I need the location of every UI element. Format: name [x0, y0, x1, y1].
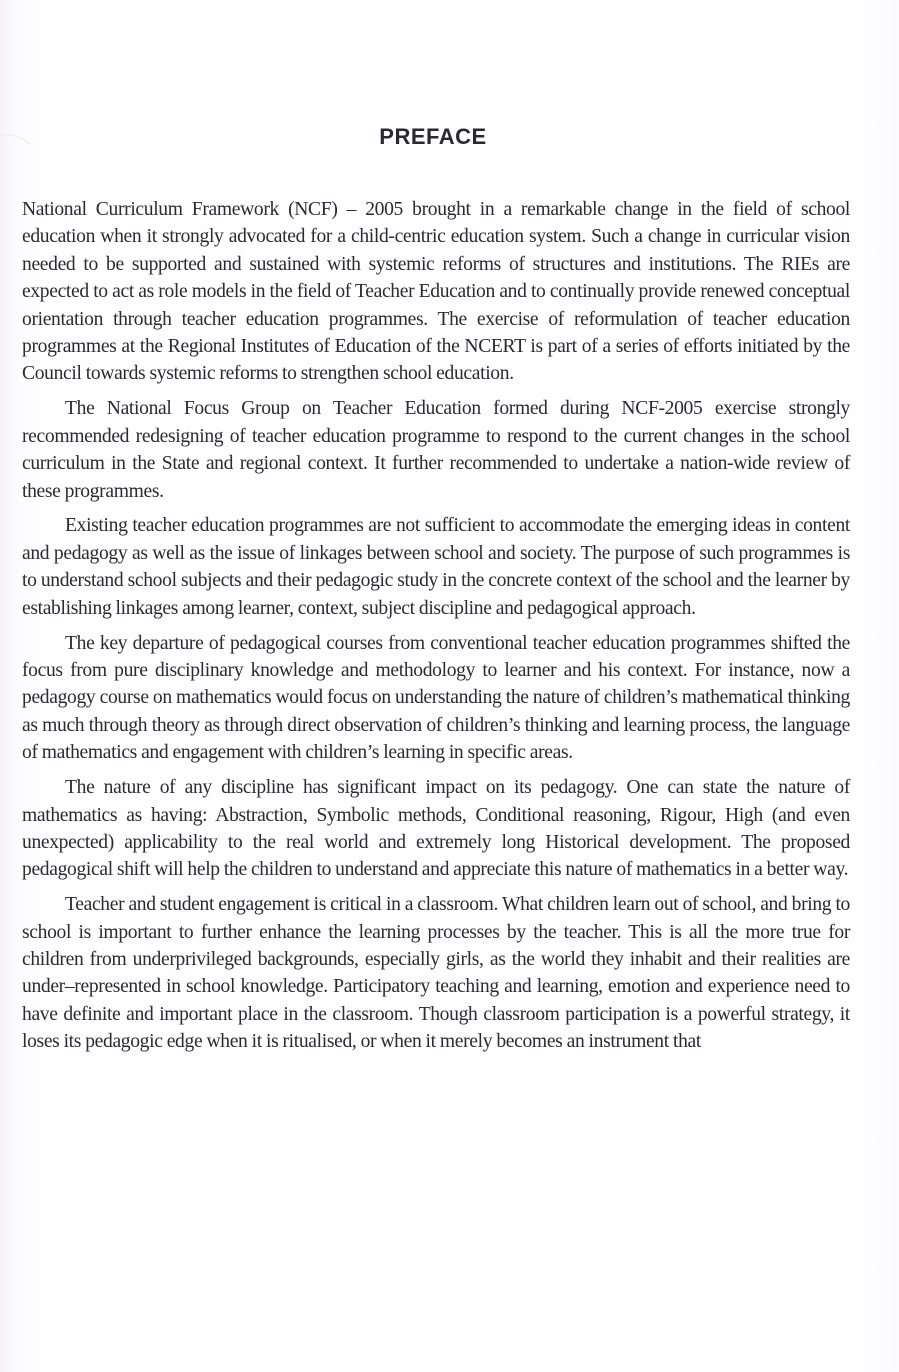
paragraph-3: Existing teacher education programmes are not sufficient to accommodate the emerging ideas in content and pedagogy as well as the issue of linkages between school and society. The purpose of such programmes is to understand school subjects and their pedagogic study in the concrete context of the school and the learner by establishing linkages among learner, context, subject discipline and pedagogical approach.	[22, 515, 850, 619]
paragraph-5: The nature of any discipline has significant impact on its pedagogy. One can state the nature of mathematics as having: Abstraction, Symbolic methods, Conditional reasoning, Rigour, High (and even unexpected) applicability to the real world and extremely long Historical development. The proposed pedagogical shift will help the children to understand and appreciate this nature of mathematics in a better way.	[22, 777, 850, 881]
paragraph-6: Teacher and student engagement is critical in a classroom. What children learn out of school, and bring to school is important to further enhance the learning processes by the teacher. This is all the more true for children from underprivileged backgrounds, especially girls, as the world they inhabit and their realities are under–represented in school knowledge. Participatory teaching and learning, emotion and experience need to have definite and important place in the classroom. Though classroom participation is a powerful strategy, it loses its pedagogic edge when it is ritualised, or when it merely becomes an instrument that	[22, 894, 850, 1053]
paragraph-4: The key departure of pedagogical courses from conventional teacher education programmes shifted the focus from pure disciplinary knowledge and methodology to learner and his context. For instance, now a pedagogy course on mathematics would focus on understanding the nature of children’s mathematical thinking as much through theory as through direct observation of children’s thinking and learning process, the language of mathematics and engagement with children’s learning in specific areas.	[22, 632, 850, 764]
page-title: PREFACE	[379, 124, 487, 149]
paragraph-2: The National Focus Group on Teacher Education formed during NCF-2005 exercise strongly recommended redesigning of teacher education programme to respond to the current changes in the school curriculum in the State and regional context. It further recommended to undertake a nation-wide review of these programmes.	[22, 398, 850, 502]
preface-body	[22, 196, 850, 1056]
paragraph-1: National Curriculum Framework (NCF) – 2005 brought in a remarkable change in the field of school education when it strongly advocated for a child-centric education system. Such a change in curricular vision needed to be supported and sustained with systemic reforms of structures and institutions. The RIEs are expected to act as role models in the field of Teacher Education and to continually provide renewed conceptual orientation through teacher education programmes. The exercise of reformulation of teacher education programmes at the Regional Institutes of Education of the NCERT is part of a series of efforts initiated by the Council towards systemic reforms to strengthen school education.	[22, 199, 850, 385]
